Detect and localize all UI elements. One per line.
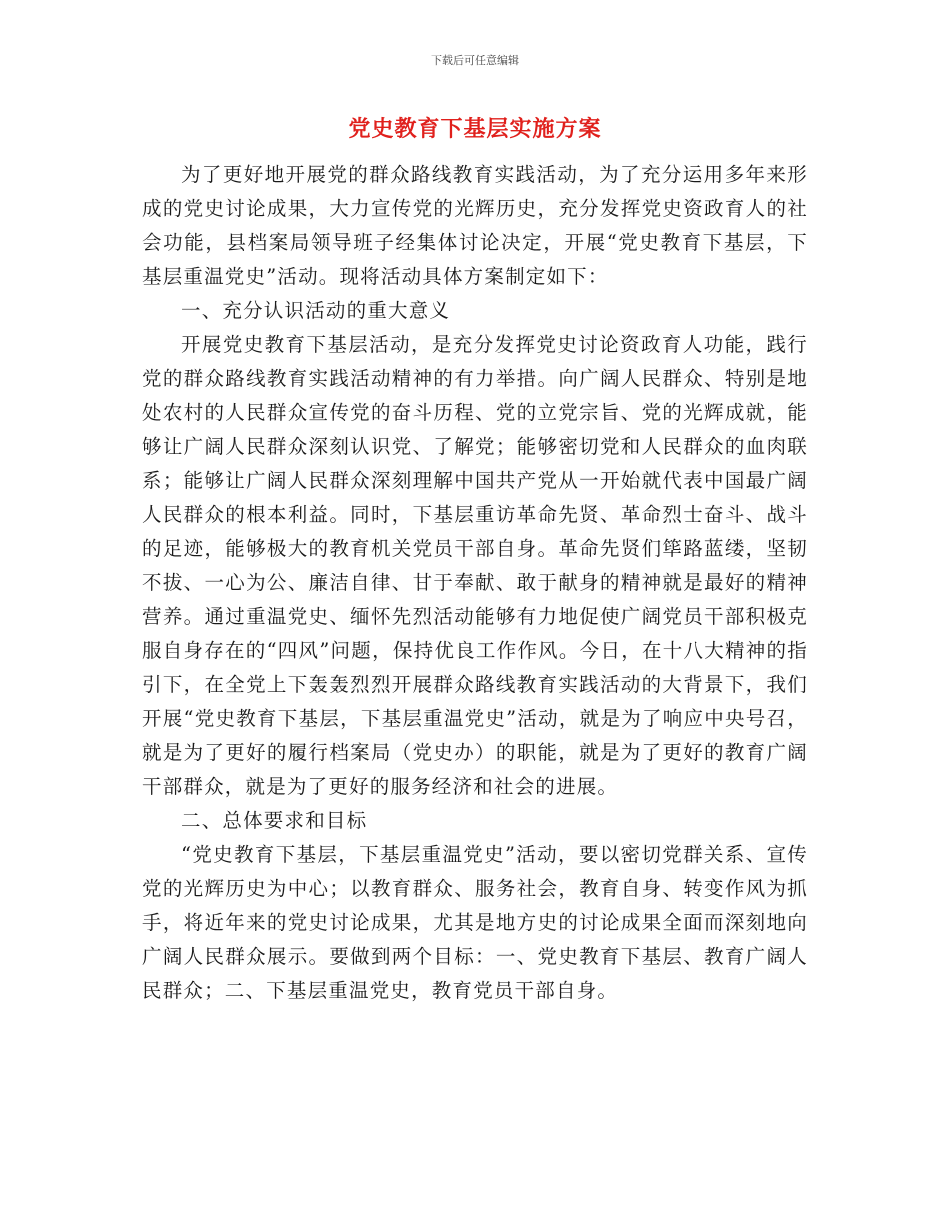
section-2-paragraph: “党史教育下基层，下基层重温党史”活动，要以密切党群关系、宣传党的光辉历史为中心；以教育群众、服务社会，教育自身、转变作风为抓手，将近年来的党史讨论成果，尤其是地方史的讨论成果全面而深刻地向广阔人民群众展示。要做到两个目标：一、党史教育下基层、教育广阔人民群众；二、下基层重温党史，教育党员干部自身。 bbox=[142, 843, 808, 1002]
document-body bbox=[142, 158, 808, 1008]
section-heading-2: 二、总体要求和目标 bbox=[181, 809, 368, 832]
header-note: 下载后可任意编辑 bbox=[431, 54, 519, 67]
section-1-paragraph: 开展党史教育下基层活动，是充分发挥党史讨论资政育人功能，践行党的群众路线教育实践活动精神的有力举措。向广阔人民群众、特别是地处农村的人民群众宣传党的奋斗历程、党的立党宗旨、党的光辉成就，能够让广阔人民群众深刻认识党、了解党；能够密切党和人民群众的血肉联系；能够让广阔人民群众深刻理解中国共产党从一开始就代表中国最广阔人民群众的根本利益。同时，下基层重访革命先贤、革命烈士奋斗、战斗的足迹，能够极大的教育机关党员干部自身。革命先贤们筚路蓝缕，坚韧不拔、一心为公、廉洁自律、甘于奉献、敢于献身的精神就是最好的精神营养。通过重温党史、缅怀先烈活动能够有力地促使广阔党员干部积极克服自身存在的“四风”问题，保持优良工作作风。今日，在十八大精神的指引下，在全党上下轰轰烈烈开展群众路线教育实践活动的大背景下，我们开展“党史教育下基层，下基层重温党史”活动，就是为了响应中央号召，就是为了更好的履行档案局（党史办）的职能，就是为了更好的教育广阔干部群众，就是为了更好的服务经济和社会的进展。 bbox=[142, 333, 808, 798]
document-title: 党史教育下基层实施方案 bbox=[348, 116, 602, 142]
intro-paragraph: 为了更好地开展党的群众路线教育实践活动，为了充分运用多年来形成的党史讨论成果，大力宣传党的光辉历史，充分发挥党史资政育人的社会功能，县档案局领导班子经集体讨论决定，开展“党史教育下基层，下基层重温党史”活动。现将活动具体方案制定如下： bbox=[142, 163, 808, 288]
section-heading-1: 一、充分认识活动的重大意义 bbox=[181, 299, 451, 322]
